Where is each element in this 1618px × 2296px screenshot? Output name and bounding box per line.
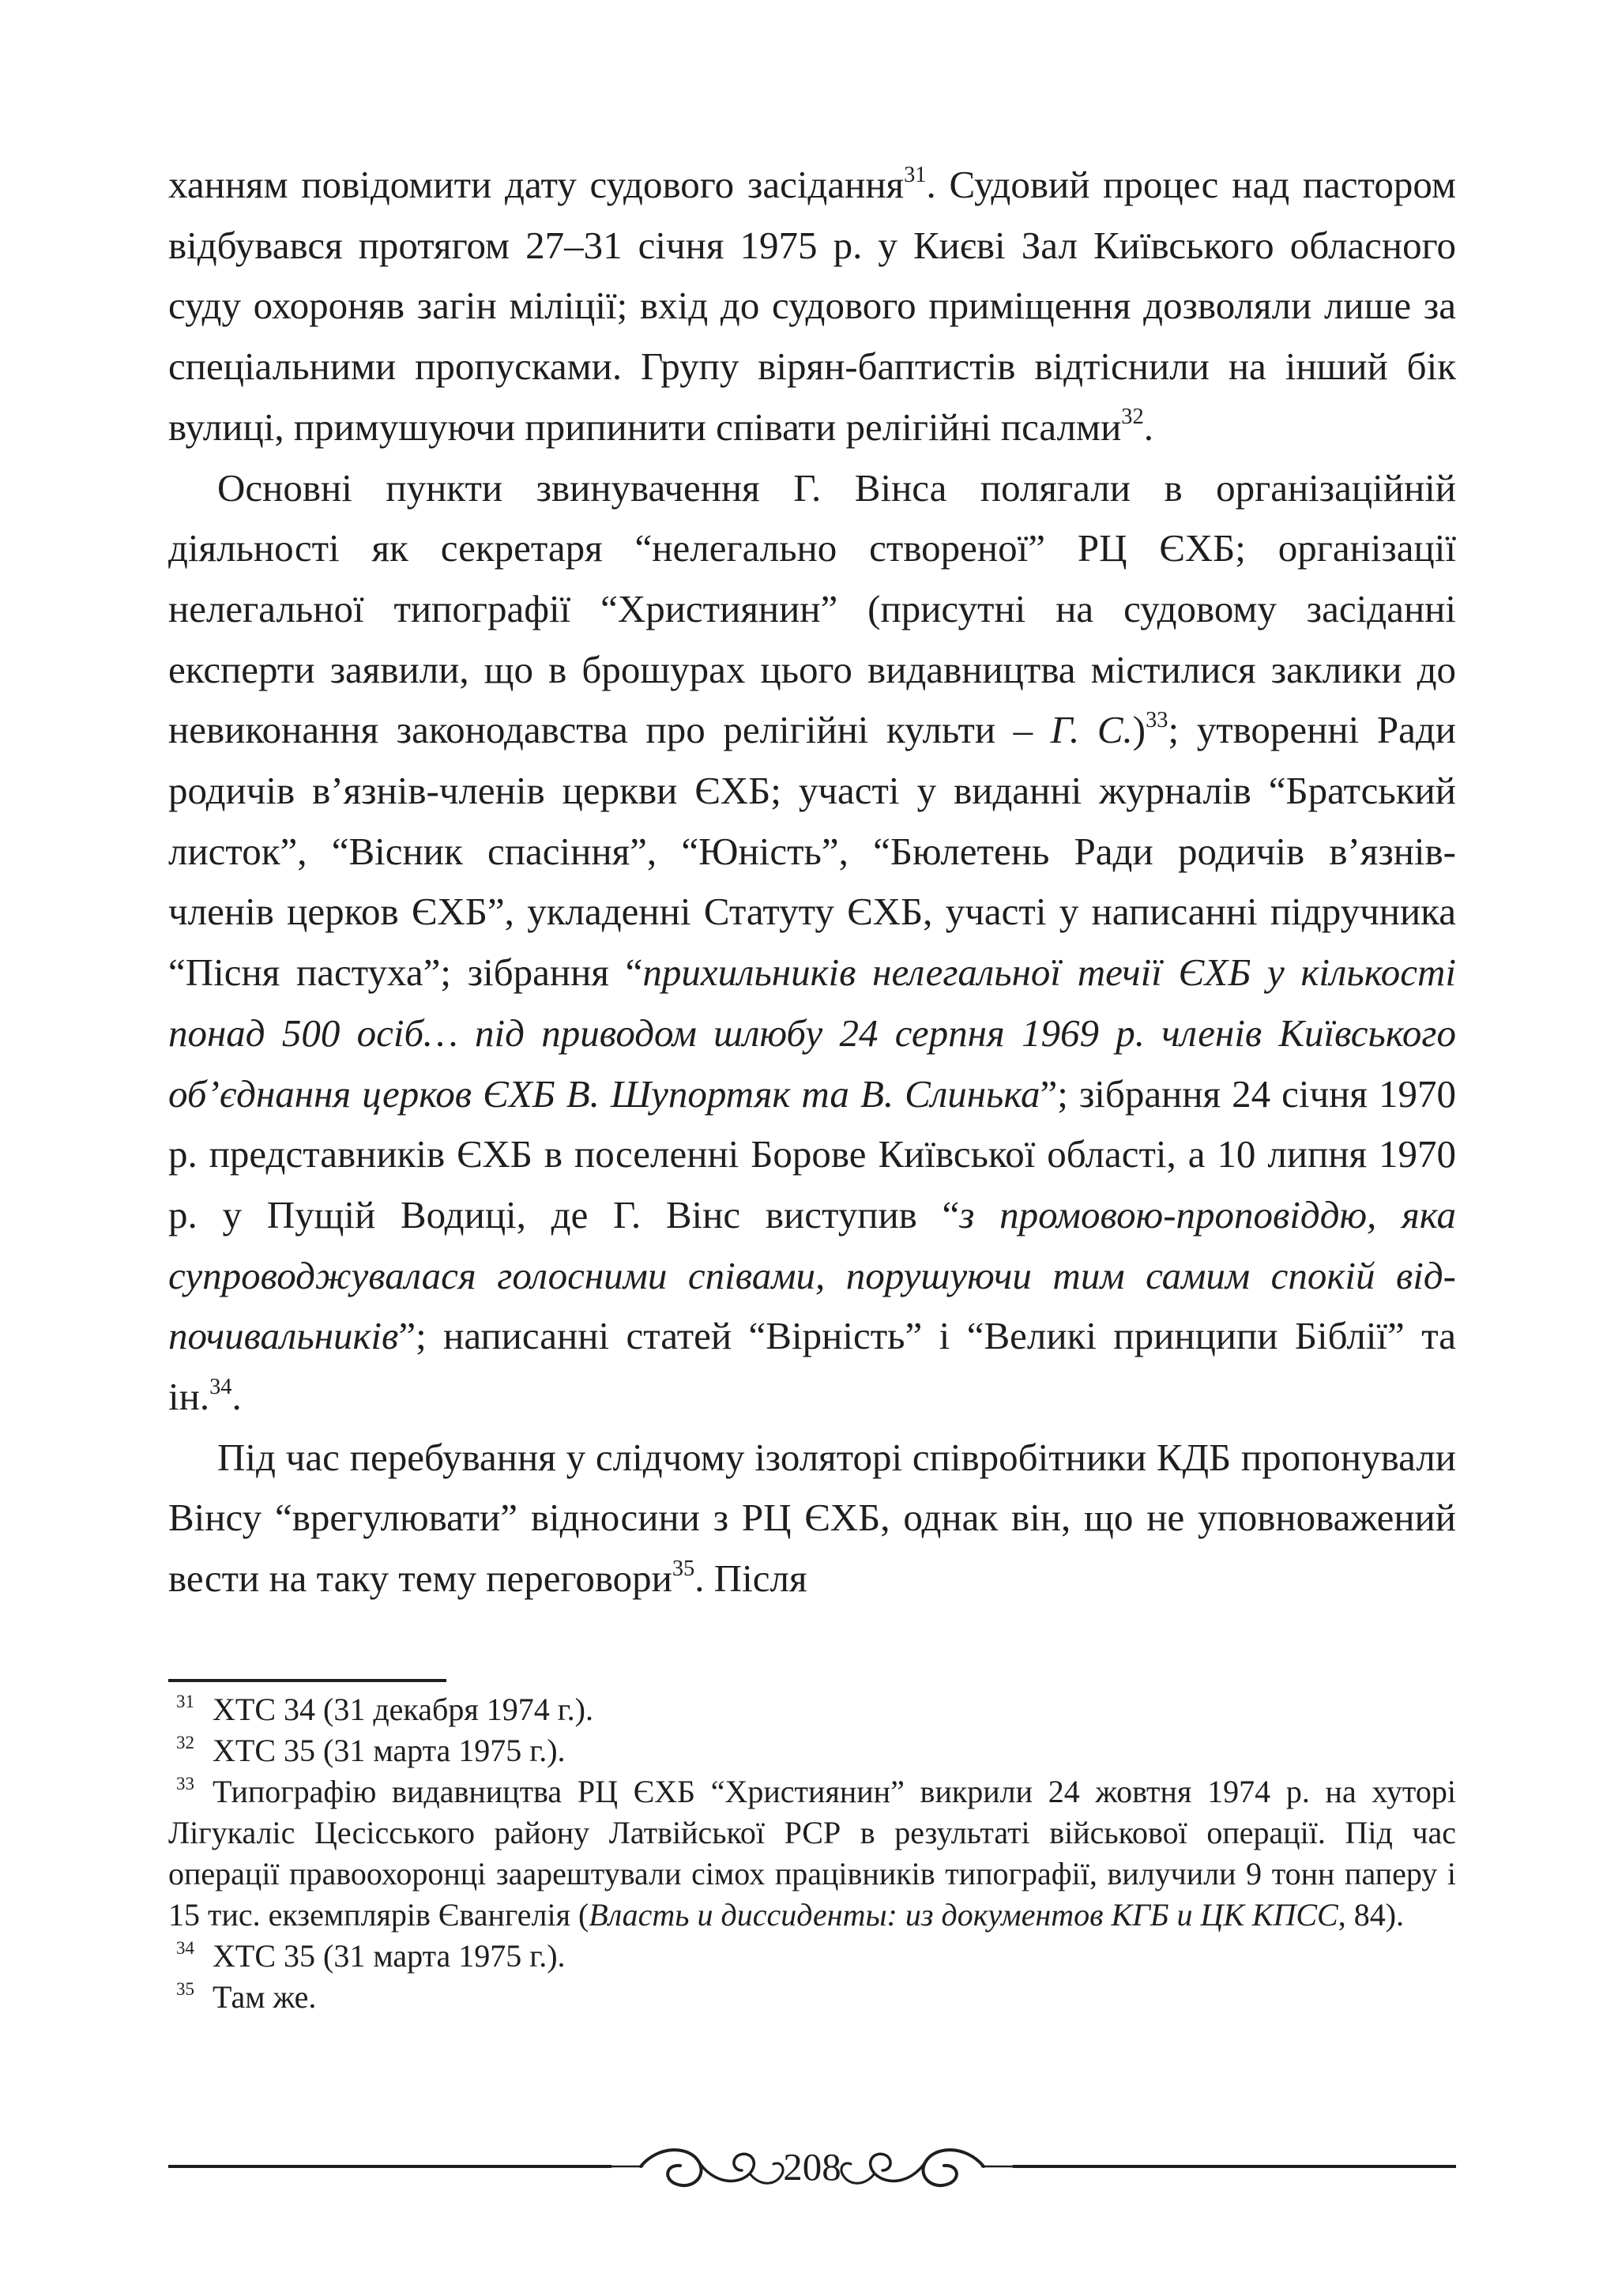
italic-quote: з промовою-проповіддю, яка супроводжувалася голосними співами, порушуючи тим самим спокій відпочивальників	[168, 1192, 1456, 1358]
footnote-text: ХТС 35 (31 марта 1975 г.).	[213, 1733, 566, 1768]
text-run: Під час перебування у слідчому ізоляторі співробітники КДБ пропонували Вінсу “врегулювати” відносини з РЦ ЄХБ, однак він, що не уповноважений вести на таку тему переговори	[168, 1435, 1456, 1601]
footnote-ref-35[interactable]: 35	[672, 1556, 695, 1581]
footnote-italic-title: Власть и диссиденты: из документов КГБ и ЦК КПСС	[589, 1897, 1338, 1933]
footnote-separator	[168, 1679, 446, 1682]
footnotes	[168, 1689, 1456, 2018]
text-run: .	[1143, 405, 1153, 449]
footnote-31: 31 ХТС 34 (31 декабря 1974 г.).	[176, 1692, 593, 1727]
footnote-35: 35 Там же.	[176, 1979, 317, 2015]
main-text	[168, 155, 1456, 1609]
text-run: ”; зібрання 24 січня 1970 р. представників ЄХБ в поселенні Борове Київської області, а 10 липня 1970 р. у Пущій Водиці, де Г. Вінс виступив “	[168, 1071, 1456, 1236]
footnote-text: ХТС 34 (31 декабря 1974 г.).	[213, 1692, 593, 1727]
text-run: )	[1132, 708, 1146, 752]
text-run: Основні пункти звинувачення Г. Вінса полягали в організаційній діяльності як секретаря “нелегально створеної” РЦ ЄХБ; організації нелегальної типографії “Християнин” (присутні на судовому засіданні експерти заявили, що в брошурах цього видавництва містилися заклики до невиконання законодавства про релігійні культи –	[168, 465, 1456, 752]
footnote-text: Там же.	[213, 1979, 317, 2015]
page-footer	[168, 2137, 1456, 2216]
text-run: ханням повідомити дату судового засідання	[168, 163, 905, 206]
footnote-text: , 84).	[1338, 1897, 1405, 1933]
italic-quote: прихильників нелегальної течії ЄХБ у кількості понад 500 осіб… під приводом шлюбу 24 серпня 1969 р. членів Київського об’єднання церков ЄХБ В. Шупортяк та В. Слинька	[168, 950, 1456, 1116]
footnote-ref-32[interactable]: 32	[1121, 405, 1144, 430]
paragraph-1	[168, 155, 1456, 458]
footnote-ref-33[interactable]: 33	[1146, 707, 1168, 732]
page-number: 208	[783, 2145, 841, 2189]
text-run: .	[231, 1375, 242, 1419]
text-run: . Судовий процес над пастором відбувався протягом 27–31 січня 1975 р. у Києві Зал Київського обласного суду охороняв загін міліції; вхід до судового приміщення дозволяли лише за спеціальними пропусками. Групу вірян-баптистів відтіснили на інший бік вулиці, примушуючи припинити співати релігійні псалми	[168, 163, 1456, 449]
text-run: . Після	[694, 1556, 807, 1601]
paragraph-2	[168, 458, 1456, 1428]
text-run: ”; написанні статей “Вірність” і “Великі принципи Біблії” та ін.	[168, 1314, 1456, 1419]
footnote-34: 34 ХТС 35 (31 марта 1975 г.).	[176, 1938, 566, 1974]
footnote-ref-34[interactable]: 34	[209, 1374, 232, 1399]
footnote-32: 32 ХТС 35 (31 марта 1975 г.).	[176, 1733, 566, 1768]
footnote-text: Типографію видавництва РЦ ЄХБ “Християнин” викрили 24 жовтня 1974 р. на хуторі Лігукаліс Цесісського району Латвійської РСР в результаті військової операції. Під час операції правоохоронці заарештували сімох працівників типографії, вилучили 9 тонн паперу і 15 тис. екземплярів Євангелія (	[168, 1774, 1456, 1933]
text-run: ; утворенні Ради родичів в’язнів-членів церкви ЄХБ; участі у виданні журналів “Братський листок”, “Вісник спасіння”, “Юність”, “Бюлетень Ради родичів в’язнів-членів церков ЄХБ”, укладенні Статуту ЄХБ, участі у написанні підручника “Пісня пастуха”; зібрання “	[168, 708, 1456, 995]
paragraph-3	[168, 1428, 1456, 1609]
footnote-33: 33 Типографію видавництва РЦ ЄХБ “Християнин” викрили 24 жовтня 1974 р. на хуторі Лігукаліс Цесісського району Латвійської РСР в результаті військової операції. Під час операції правоохоронці заарештували сімох працівників типографії, вилучили 9 тонн паперу і 15 тис. екземплярів Євангелія (Власть и диссиденты: из документов КГБ и ЦК КПСС, 84).	[168, 1774, 1456, 1933]
italic-run: Г. С.	[1050, 708, 1133, 752]
footnote-ref-31[interactable]: 31	[904, 162, 927, 187]
footnote-text: ХТС 35 (31 марта 1975 г.).	[213, 1938, 566, 1974]
